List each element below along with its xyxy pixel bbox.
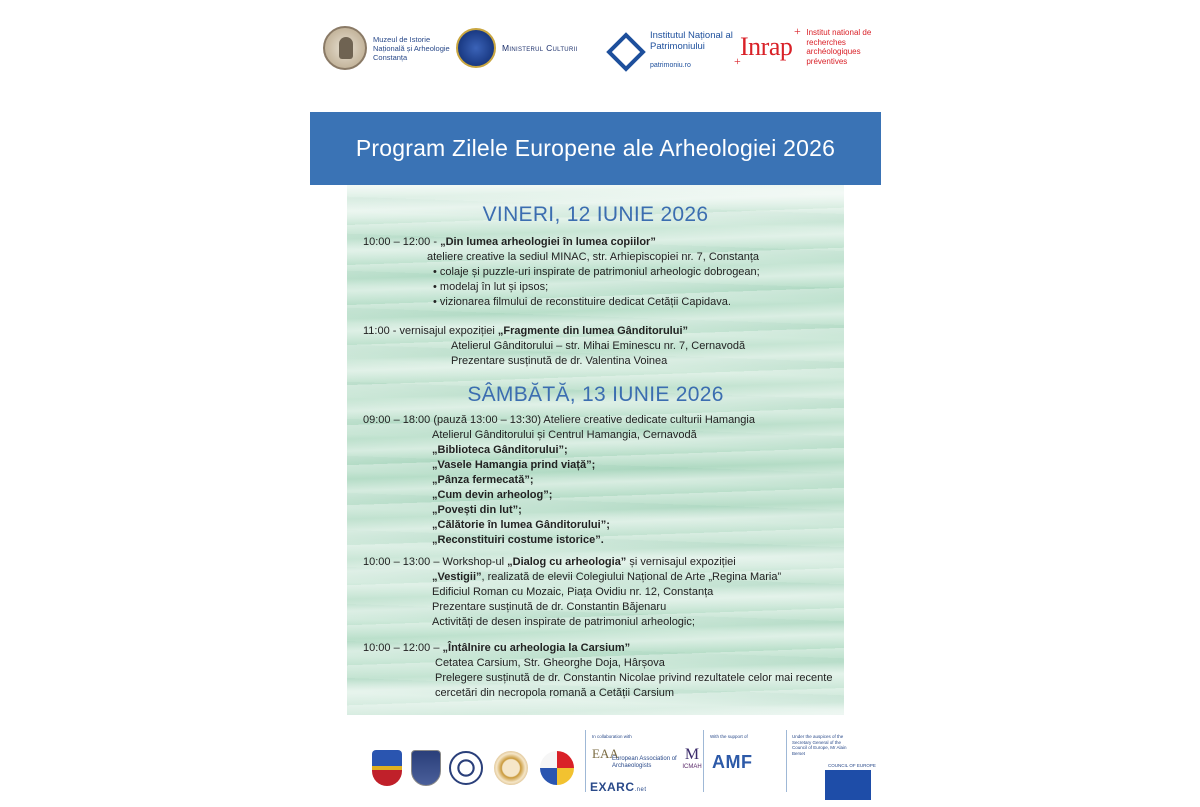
partner-logos-top — [0, 22, 1200, 82]
icmah-logo — [672, 746, 712, 770]
event-time: 10:00 – 13:00 – Workshop-ul — [363, 556, 508, 568]
workshop-item — [432, 443, 568, 457]
school-logo-icon — [540, 751, 574, 785]
workshop-item — [432, 488, 552, 502]
saturday-event3-desc1: Prelegere susținută de dr. Constantin Nicolae privind rezultatele celor mai recente — [435, 672, 833, 684]
workshop-item — [432, 503, 522, 517]
gold-seal-icon — [494, 751, 528, 785]
workshop-item — [432, 458, 595, 472]
inrap-name: Institut national de recherches archéologiques préventives — [806, 28, 872, 66]
title-banner — [310, 112, 881, 185]
ministerul-name: Ministerul Culturii — [502, 43, 578, 53]
workshop-name: „Călătorie în lumea Gânditorului”; — [432, 519, 610, 531]
saturday-event2-exhibit — [432, 570, 781, 584]
inrap-logo — [734, 24, 876, 68]
page-title: Program Zilele Europene ale Arheologiei 2026 — [355, 135, 836, 161]
partner-logos-bottom — [0, 730, 1200, 807]
event-name: „Întâlnire cu arheologia la Carsium” — [442, 642, 631, 654]
divider — [703, 730, 704, 792]
council-of-europe-flag-icon — [825, 770, 871, 800]
event-time: 10:00 – 12:00 – — [363, 642, 443, 654]
saturday-event2-activity: Activități de desen inspirate de patrimoniul arheologic; — [432, 616, 695, 628]
saturday-event1-location: Atelierul Gânditorului și Centrul Hamangia, Cernavodă — [432, 429, 697, 441]
saturday-event1-title: 09:00 – 18:00 (pauză 13:00 – 13:30) Ateliere creative dedicate culturii Hamangia — [363, 414, 755, 426]
icmah-m: M — [684, 746, 700, 763]
amf-wordmark: AMF — [712, 752, 753, 772]
workshop-name: „Biblioteca Gânditorului”; — [432, 444, 568, 456]
icmah-name: ICMAH — [682, 764, 702, 770]
friday-event2-title — [363, 324, 688, 338]
divider — [786, 730, 787, 792]
inp-url: patrimoniu.ro — [650, 62, 691, 69]
divider — [585, 730, 586, 792]
town-crest-icon — [411, 750, 441, 786]
museum-seal-icon — [323, 26, 367, 70]
ministerul-culturii-logo — [456, 28, 578, 68]
support-label: With the support of — [710, 734, 748, 739]
coe-label: COUNCIL OF EUROPE — [828, 763, 876, 768]
event-after: și vernisajul expoziției — [626, 556, 736, 568]
plus-icon: + — [734, 54, 741, 68]
event-name: „Dialog cu arheologia” — [507, 556, 627, 568]
friday-event2-location: Atelierul Gânditorului – str. Mihai Eminescu nr. 7, Cernavodă — [451, 340, 746, 352]
saturday-event3-title — [363, 641, 630, 655]
friday-event2-speaker: Prezentare susținută de dr. Valentina Voinea — [451, 355, 668, 367]
list-item: • vizionarea filmului de reconstituire dedicat Cetății Capidava. — [433, 295, 731, 309]
government-crest-icon — [456, 28, 496, 68]
plus-icon: + — [794, 24, 801, 38]
event-name: „Din lumea arheologiei în lumea copiilor” — [440, 236, 656, 248]
friday-event1-location: ateliere creative la sediul MINAC, str. Arhiepiscopiei nr. 7, Constanța — [427, 251, 759, 263]
saturday-event2-speaker: Prezentare susținută de dr. Constantin Băjenaru — [432, 601, 667, 613]
eaa-letters: EAA — [592, 746, 619, 761]
friday-heading: VINERI, 12 IUNIE 2026 — [482, 203, 709, 226]
auspices-label: Under the auspices of the Secretary General of the Council of Europe, Mr Alain Berset — [792, 734, 847, 756]
exarc-domain: .net — [634, 787, 647, 793]
list-item: • colaje și puzzle-uri inspirate de patrimoniul arheologic dobrogean; — [433, 265, 760, 279]
saturday-event3-desc2: cercetări din necropola romană a Cetății Carsium — [435, 687, 675, 699]
exarc-name: EXARC — [590, 780, 635, 794]
inrap-word: Inrap — [740, 32, 793, 61]
program-panel — [347, 185, 844, 715]
minac-logo — [323, 26, 458, 70]
inp-diamond-icon — [606, 32, 646, 72]
eaa-name: European Association of Archaeologists — [612, 756, 677, 769]
constanta-county-crest-icon — [372, 750, 402, 786]
friday-event1-title — [363, 235, 656, 249]
event-time: 10:00 – 12:00 - — [363, 236, 441, 248]
saturday-heading: SÂMBĂTĂ, 13 IUNIE 2026 — [467, 383, 724, 406]
exhibit-desc: , realizată de elevii Colegiului Național de Arte „Regina Maria” — [481, 571, 782, 583]
exhibit-name: „Vestigii” — [432, 571, 482, 583]
list-item: • modelaj în lut și ipsos; — [433, 280, 548, 294]
workshop-name: „Cum devin arheolog”; — [432, 489, 553, 501]
event-name: „Fragmente din lumea Gânditorului” — [497, 325, 688, 337]
inrap-wordmark — [734, 24, 801, 68]
workshop-item — [432, 473, 534, 487]
workshop-item — [432, 533, 604, 547]
minac-name: Muzeul de Istorie Națională și Arheologie Constanța — [373, 34, 450, 62]
workshop-item — [432, 518, 610, 532]
workshop-name: „Vasele Hamangia prind viață”; — [432, 459, 596, 471]
saturday-event2-title — [363, 555, 736, 569]
amf-logo — [712, 752, 753, 773]
institution-seal-icon — [449, 751, 483, 785]
workshop-name: „Pânza fermecată”; — [432, 474, 534, 486]
collab-label: In collaboration with — [592, 734, 632, 739]
exarc-logo — [590, 780, 647, 794]
workshop-name: „Povești din lut”; — [432, 504, 522, 516]
inp-name: Institutul Național al Patrimoniului — [650, 30, 733, 52]
workshop-name: „Reconstituiri costume istorice”. — [432, 534, 604, 546]
saturday-event3-location: Cetatea Carsium, Str. Gheorghe Doja, Hârșova — [435, 657, 665, 669]
event-time: 11:00 - vernisajul expoziției — [363, 325, 498, 337]
saturday-event2-location: Edificiul Roman cu Mozaic, Piața Ovidiu nr. 12, Constanța — [432, 586, 714, 598]
